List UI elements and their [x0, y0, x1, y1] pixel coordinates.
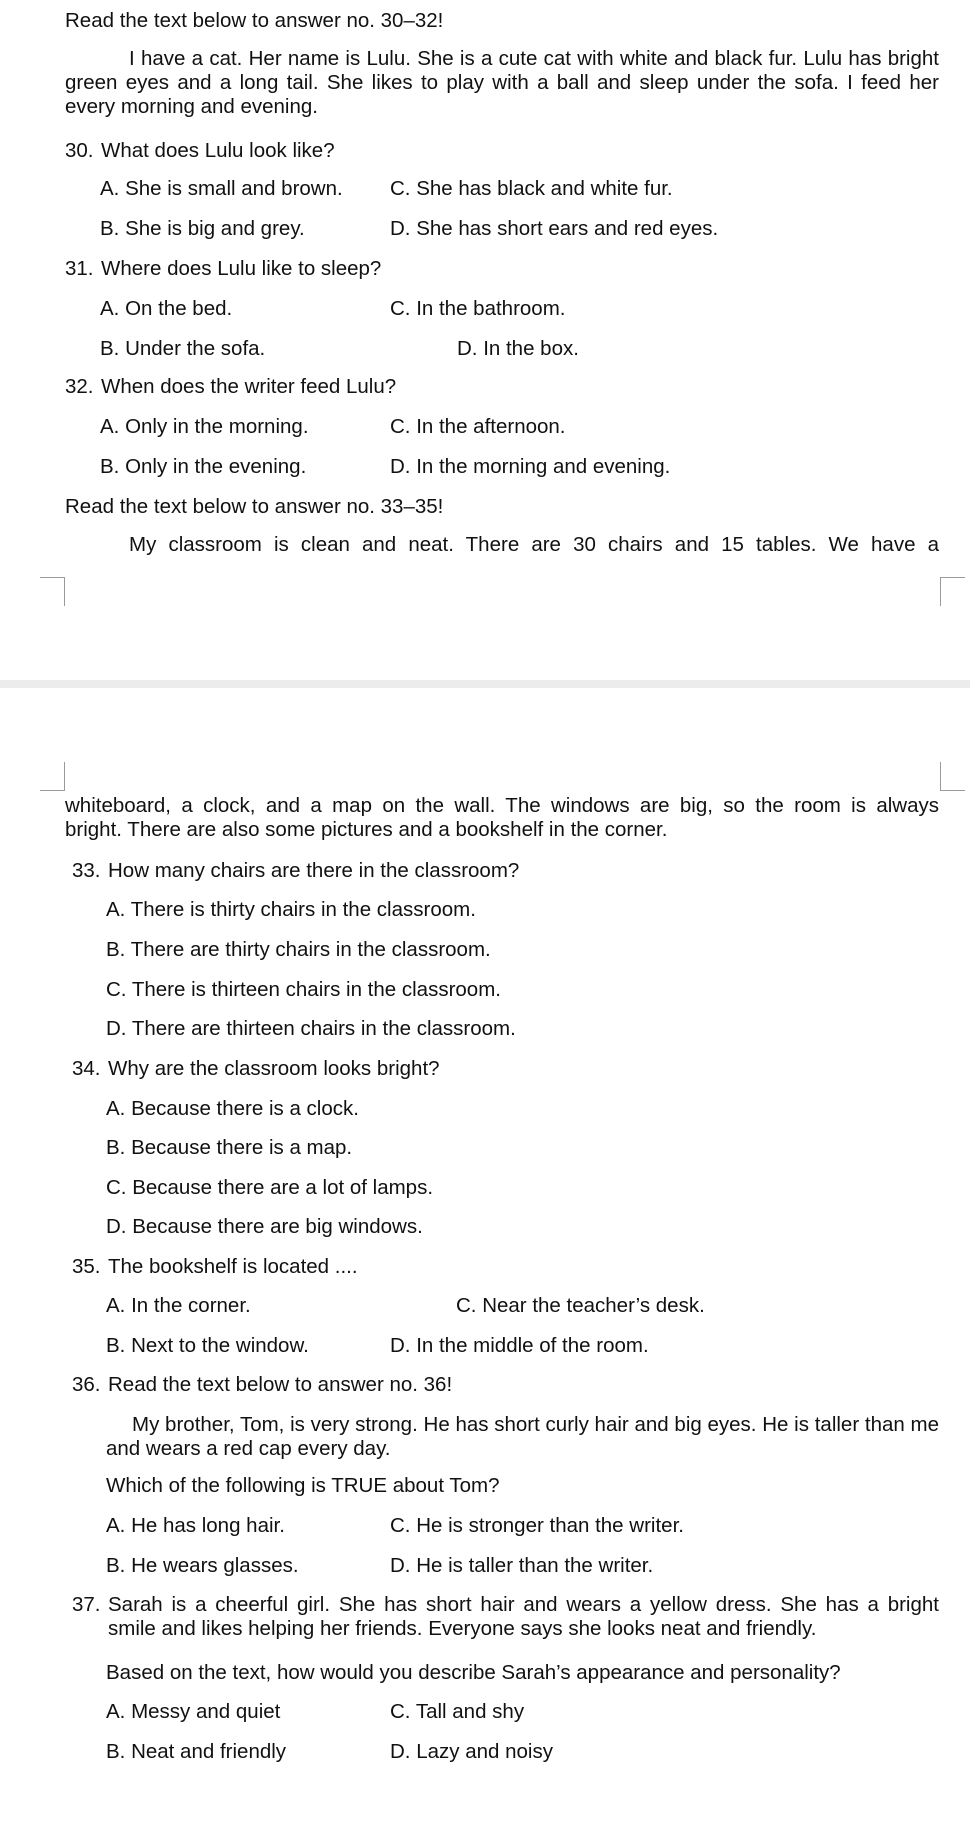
- question-text: Where does Lulu like to sleep?: [101, 257, 382, 280]
- option-31-a[interactable]: A. On the bed.: [100, 297, 233, 320]
- option-35-b[interactable]: B. Next to the window.: [106, 1334, 309, 1357]
- option-33-d[interactable]: D. There are thirteen chairs in the classroom.: [106, 1017, 516, 1040]
- option-35-a[interactable]: A. In the corner.: [106, 1294, 251, 1317]
- option-33-c[interactable]: C. There is thirteen chairs in the classroom.: [106, 978, 501, 1001]
- question-36: [72, 1373, 452, 1397]
- question-30: [65, 139, 335, 163]
- question-text: How many chairs are there in the classroom?: [108, 859, 520, 882]
- question-number: 31.: [65, 257, 94, 280]
- question-number: 35.: [72, 1255, 101, 1278]
- question-text: What does Lulu look like?: [101, 139, 335, 162]
- question-text: The bookshelf is located ....: [108, 1255, 358, 1278]
- option-35-d[interactable]: D. In the middle of the room.: [390, 1334, 649, 1357]
- option-37-c[interactable]: C. Tall and shy: [390, 1700, 525, 1723]
- question-33: [72, 859, 519, 883]
- option-32-b[interactable]: B. Only in the evening.: [100, 455, 307, 478]
- section-heading-30-32: Read the text below to answer no. 30–32!: [65, 9, 444, 32]
- question-37-prompt: Based on the text, how would you describe Sarah’s appearance and personality?: [106, 1661, 841, 1684]
- option-36-b[interactable]: B. He wears glasses.: [106, 1554, 299, 1577]
- option-30-c[interactable]: C. She has black and white fur.: [390, 177, 673, 200]
- option-30-b[interactable]: B. She is big and grey.: [100, 217, 305, 240]
- option-31-c[interactable]: C. In the bathroom.: [390, 297, 566, 320]
- passage-lulu: I have a cat. Her name is Lulu. She is a cute cat with white and black fur. Lulu has bright green eyes and a long tail. She likes to play with a ball and sleep under the sofa. I feed her every morning and evening.: [65, 47, 939, 118]
- page-corner-mark: [40, 762, 65, 791]
- passage-classroom-line3: bright. There are also some pictures and a bookshelf in the corner.: [65, 818, 668, 841]
- question-number: 34.: [72, 1057, 101, 1080]
- passage-tom: My brother, Tom, is very strong. He has short curly hair and big eyes. He is taller than me and wears a red cap every day.: [106, 1413, 939, 1460]
- option-35-c[interactable]: C. Near the teacher’s desk.: [456, 1294, 705, 1317]
- question-text: Why are the classroom looks bright?: [108, 1057, 440, 1080]
- option-37-b[interactable]: B. Neat and friendly: [106, 1740, 287, 1763]
- option-30-d[interactable]: D. She has short ears and red eyes.: [390, 217, 719, 240]
- option-34-a[interactable]: A. Because there is a clock.: [106, 1097, 359, 1120]
- option-36-d[interactable]: D. He is taller than the writer.: [390, 1554, 654, 1577]
- option-32-a[interactable]: A. Only in the morning.: [100, 415, 309, 438]
- question-36-prompt: Which of the following is TRUE about Tom?: [106, 1474, 500, 1497]
- question-text: Read the text below to answer no. 36!: [108, 1373, 453, 1396]
- question-34: [72, 1057, 440, 1081]
- option-36-c[interactable]: C. He is stronger than the writer.: [390, 1514, 684, 1537]
- option-33-b[interactable]: B. There are thirty chairs in the classroom.: [106, 938, 491, 961]
- section-heading-33-35: Read the text below to answer no. 33–35!: [65, 495, 444, 518]
- option-37-d[interactable]: D. Lazy and noisy: [390, 1740, 553, 1763]
- option-34-c[interactable]: C. Because there are a lot of lamps.: [106, 1176, 434, 1199]
- option-36-a[interactable]: A. He has long hair.: [106, 1514, 285, 1537]
- option-34-d[interactable]: D. Because there are big windows.: [106, 1215, 423, 1238]
- passage-classroom-line2: whiteboard, a clock, and a map on the wall. The windows are big, so the room is always: [65, 794, 939, 817]
- question-number: 33.: [72, 859, 101, 882]
- option-33-a[interactable]: A. There is thirty chairs in the classroom.: [106, 898, 476, 921]
- option-32-c[interactable]: C. In the afternoon.: [390, 415, 566, 438]
- question-text: When does the writer feed Lulu?: [101, 375, 397, 398]
- question-37: [72, 1593, 939, 1641]
- option-30-a[interactable]: A. She is small and brown.: [100, 177, 343, 200]
- option-37-a[interactable]: A. Messy and quiet: [106, 1700, 281, 1723]
- option-34-b[interactable]: B. Because there is a map.: [106, 1136, 353, 1159]
- passage-classroom-part1: My classroom is clean and neat. There are 30 chairs and 15 tables. We have a: [129, 533, 939, 556]
- option-31-d[interactable]: D. In the box.: [457, 337, 579, 360]
- question-32: [65, 375, 396, 399]
- page-corner-mark: [940, 762, 965, 791]
- option-32-d[interactable]: D. In the morning and evening.: [390, 455, 671, 478]
- question-number: 37.: [72, 1593, 101, 1616]
- question-text: Sarah is a cheerful girl. She has short hair and wears a yellow dress. She has a bright smile and likes helping her friends. Everyone says she looks neat and friendly.: [108, 1593, 939, 1640]
- question-number: 30.: [65, 139, 94, 162]
- question-number: 36.: [72, 1373, 101, 1396]
- question-31: [65, 257, 381, 281]
- page-break-divider: [0, 680, 970, 688]
- question-35: [72, 1255, 358, 1279]
- page-corner-mark: [940, 577, 965, 606]
- question-number: 32.: [65, 375, 94, 398]
- page-corner-mark: [40, 577, 65, 606]
- option-31-b[interactable]: B. Under the sofa.: [100, 337, 266, 360]
